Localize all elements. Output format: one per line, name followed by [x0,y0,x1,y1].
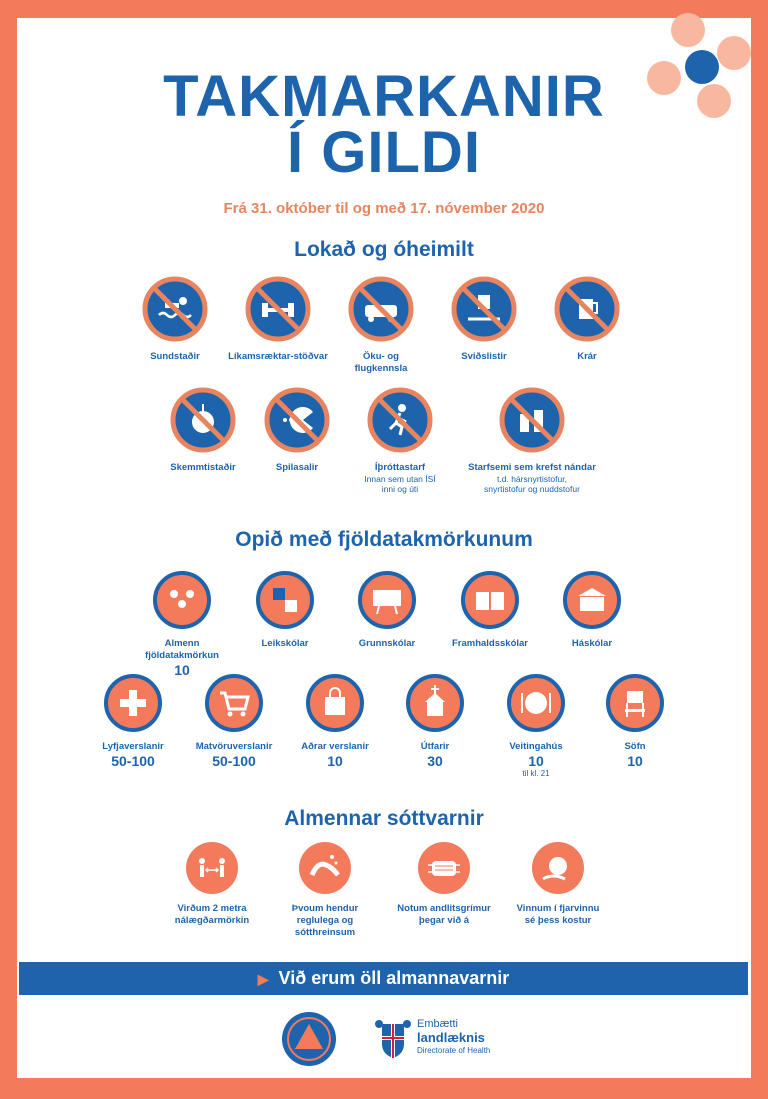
coat-of-arms-icon [374,1014,412,1062]
title-line-2: Í GILDI [287,120,481,185]
stage-icon [450,275,518,343]
plate-icon [506,673,566,733]
handwash-icon [298,841,352,895]
open-item: Söfn 10 [570,673,700,769]
open-item: Háskólar [527,570,657,650]
museum-icon [605,673,665,733]
general-item: Virðum 2 metra nálægðarmörkin [147,841,277,927]
general-heading: Almennar sóttvarnir [284,807,484,830]
closed-item: Sviðslistir [419,275,549,363]
open-item: Lyfjaverslanir 50-100 [68,673,198,769]
blocks-icon [255,570,315,630]
closed-item: Spilasalir [232,386,362,474]
cart-icon [204,673,264,733]
remote-work-icon [531,841,585,895]
blackboard-icon [357,570,417,630]
disco-ball-icon [169,386,237,454]
closed-item: Krár [522,275,652,363]
dumbbell-icon [244,275,312,343]
closed-item: Líkamsræktar-stöðvar [213,275,343,363]
distance-icon [185,841,239,895]
beer-icon [553,275,621,343]
civil-protection-logo-icon [281,1011,337,1067]
open-heading: Opið með fjöldatakmörkunum [235,528,533,551]
swimmer-icon [141,275,209,343]
people-icon [152,570,212,630]
closed-item: Starfsemi sem krefst nándar t.d. hársnyrtistofur, snyrtistofur og nuddstofur [462,386,602,494]
closed-heading: Lokað og óheimilt [294,238,474,261]
title-line-1: TAKMARKANIR [163,64,605,129]
date-range: Frá 31. október til og með 17. nóvember 2020 [223,200,545,217]
open-item: Matvöruverslanir 50-100 [169,673,299,769]
open-item: Almenn fjöldatakmörkun 10 [117,570,247,678]
open-item: Aðrar verslanir 10 [270,673,400,769]
closed-item: Öku- og flugkennsla [316,275,446,375]
runner-icon [366,386,434,454]
open-item: Framhaldsskólar [425,570,555,650]
open-item: Leikskólar [220,570,350,650]
general-item: Þvoum hendur reglulega og sótthreinsum [260,841,390,939]
book-icon [460,570,520,630]
closed-item: Íþróttastarf Innan sem utan ÍSÍ inni og úti [335,386,465,494]
closed-item: Skemmtistaðir [138,386,268,474]
pacman-icon [263,386,331,454]
open-item: Útfarir 30 [370,673,500,769]
closed-item: Sundstaðir [110,275,240,363]
slogan-banner [19,962,748,995]
open-item: Grunnskólar [322,570,452,650]
university-icon [562,570,622,630]
play-arrow-icon: ▶ [257,971,269,987]
health-directorate-logo: Embætti landlæknis Directorate of Health [417,1018,491,1055]
decorative-circle [717,36,751,70]
mask-icon [417,841,471,895]
open-item: Veitingahús 10 til kl. 21 [471,673,601,778]
shopping-bag-icon [305,673,365,733]
general-item: Notum andlitsgrímur þegar við á [379,841,509,927]
car-icon [347,275,415,343]
general-item: Vinnum í fjarvinnu sé þess kostur [493,841,623,927]
pharmacy-icon [103,673,163,733]
church-icon [405,673,465,733]
bottles-icon [498,386,566,454]
banner-text: Við erum öll almannavarnir [278,968,510,988]
poster [17,18,751,1078]
decorative-circle [671,13,705,47]
